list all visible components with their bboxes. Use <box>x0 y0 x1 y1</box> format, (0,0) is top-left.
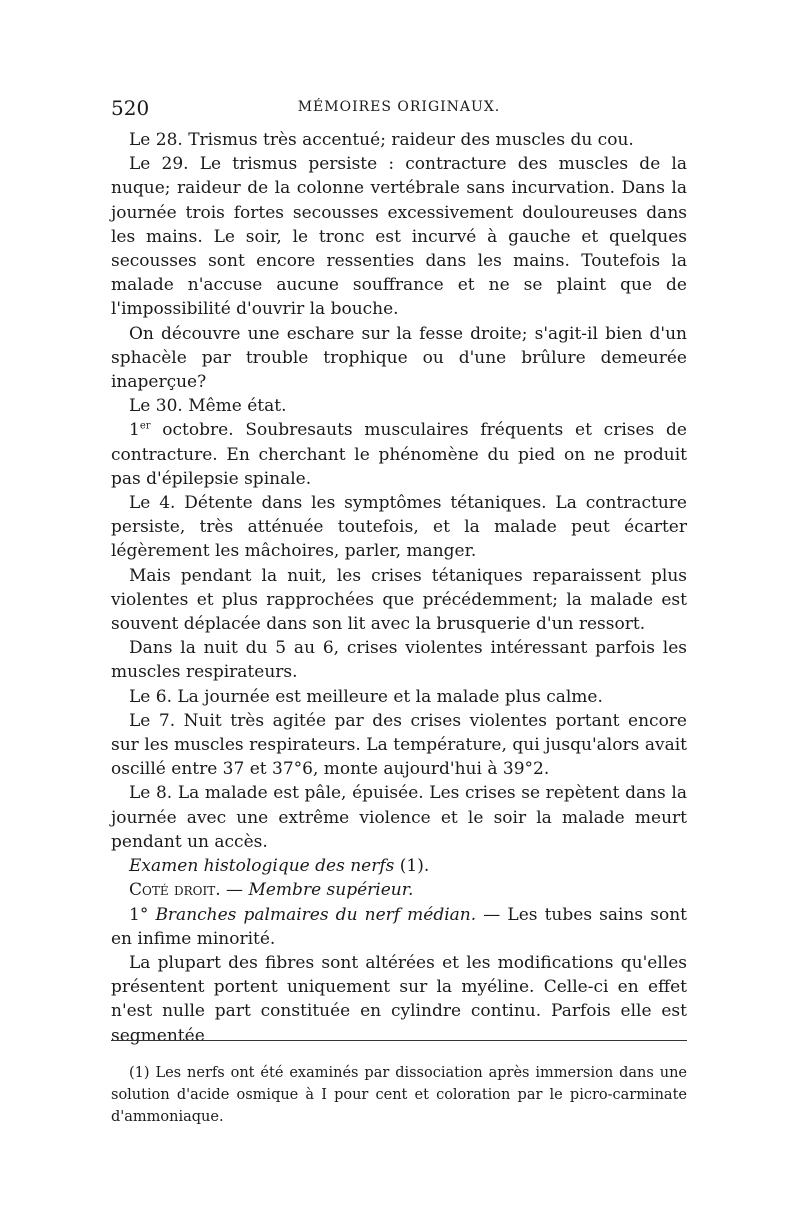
paragraph-fibres: La plupart des fibres sont altérées et les modifications qu'elles présentent portent uniquement sur la myéline. Celle-ci en effet n'est nulle part constituée en cylindre continu. Parfois elle est segmentée <box>111 952 687 1046</box>
branches-palmaires-text: — Les tubes sains sont en infime minorité. <box>111 904 687 949</box>
section-heading-examen <box>111 854 687 878</box>
page-number: 520 <box>111 96 150 120</box>
paragraph-branches-palmaires <box>111 903 687 951</box>
page-header <box>111 96 687 126</box>
membre-superieur-label: Membre supérieur. <box>248 880 414 901</box>
subheading-dash: — <box>220 880 249 901</box>
cote-droit-label: Coté droit. <box>129 880 221 901</box>
running-title: MÉMOIRES ORIGINAUX. <box>297 99 501 115</box>
paragraph-1-octobre <box>111 418 687 491</box>
item-number: 1° <box>129 904 156 925</box>
branches-palmaires-label: Branches palmaires du nerf médian. <box>155 904 477 925</box>
paragraph-1-octobre-text: octobre. Soubresauts musculaires fréquents et crises de contracture. En cherchant le phénomène du pied on ne produit pas d'épilepsie spinale. <box>111 420 687 489</box>
section-heading-italic: Examen histologique des nerfs <box>129 856 395 877</box>
subheading-cote-droit <box>111 878 687 902</box>
body-text <box>111 128 687 1048</box>
footnote-1: (1) Les nerfs ont été examinés par dissociation après immersion dans une solution d'acide osmique à I pour cent et coloration par le picro-carminate d'ammoniaque. <box>111 1065 687 1125</box>
paragraph-28: Le 28. Trismus très accentué; raideur des muscles du cou. <box>129 130 634 150</box>
paragraph-7: Le 7. Nuit très agitée par des crises violentes portant encore sur les muscles respirateurs. La température, qui jusqu'alors avait oscillé entre 37 et 37°6, monte aujourd'hui à 39°2. <box>111 710 687 780</box>
paragraph-4: Le 4. Détente dans les symptômes tétaniques. La contracture persiste, très atténuée toutefois, et la malade peut écarter légèrement les mâchoires, parler, manger. <box>111 493 687 562</box>
paragraph-nuit: Mais pendant la nuit, les crises tétaniques reparaissent plus violentes et plus rapprochées que précédemment; la malade est souvent déplacée dans son lit avec la brusquerie d'un ressort. <box>111 565 687 635</box>
day-number: 1 <box>129 420 140 441</box>
section-heading-ref: (1). <box>394 856 430 877</box>
paragraph-29: Le 29. Le trismus persiste : contracture des muscles de la nuque; raideur de la colonne vertébrale sans incurvation. Dans la journée trois fortes secousses excessivement douloureuses dans les mains. Le soir, le tronc est incurvé à gauche et quelques secousses sont encore ressenties dans les mains. Toutefois la malade n'accuse aucune souffrance et ne se plaint que de l'impossibilité d'ouvrir la bouche. <box>111 154 687 320</box>
footnotes <box>111 1062 687 1128</box>
footnote-divider <box>111 1040 687 1041</box>
paragraph-30: Le 30. Même état. <box>129 396 287 417</box>
paragraph-5-au-6: Dans la nuit du 5 au 6, crises violentes intéressant parfois les muscles respirateurs. <box>111 638 687 683</box>
ordinal-superscript: er <box>139 420 151 432</box>
paragraph-eschare: On découvre une eschare sur la fesse droite; s'agit-il bien d'un sphacèle par trouble trophique ou d'une brûlure demeurée inaperçue? <box>111 323 687 393</box>
paragraph-6: Le 6. La journée est meilleure et la malade plus calme. <box>129 686 603 707</box>
paragraph-8: Le 8. La malade est pâle, épuisée. Les crises se repètent dans la journée avec une extrême violence et le soir la malade meurt pendant un accès. <box>111 783 687 852</box>
